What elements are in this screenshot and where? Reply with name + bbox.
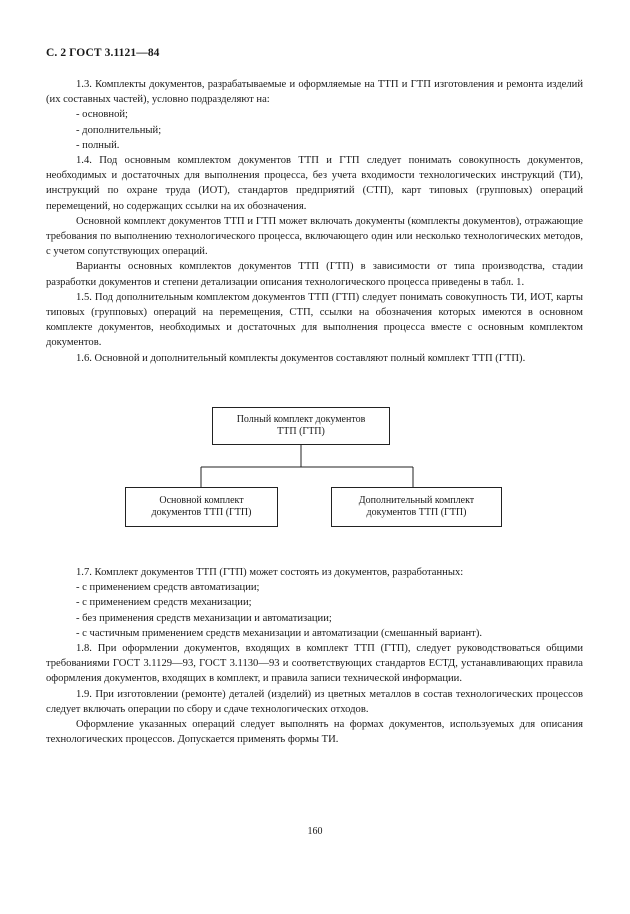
main-kit-box bbox=[125, 487, 278, 527]
page-number: 160 bbox=[307, 826, 323, 837]
main-kit-label-line2: документов ТТП (ГТП) bbox=[151, 507, 252, 518]
extra-kit-box bbox=[331, 487, 502, 527]
full-kit-label-line1: Полный комплект документов bbox=[236, 413, 366, 425]
list-item: - с частичным применением средств механизации и автоматизации (смешанный вариант). bbox=[76, 627, 482, 639]
list-item: - основной; bbox=[76, 109, 128, 121]
paragraph: 1.5. Под дополнительным комплектом документов ТТП (ГТП) следует понимать совокупность ТИ, ИОТ, карты типовых (групповых) операций на перемещения, СТП, ссылки на обозначения которых имеются в основном комплекте документов, необходимых и достаточных для выполнения процесса вместе с основным комплектом документов. bbox=[46, 291, 583, 349]
paragraph: 1.8. При оформлении документов, входящих в комплект ТТП (ГТП), следует руководствоваться общими требованиями ГОСТ 3.1129—93, ГОСТ 3.1130—93 и соответствующих стандартов ЕСТД, устанавливающих правила оформления документов, входящих в комплект, и правила записи технической информации. bbox=[46, 643, 583, 685]
list-item: - с применением средств автоматизации; bbox=[76, 582, 260, 594]
list-item: - дополнительный; bbox=[76, 124, 162, 136]
full-kit-box bbox=[212, 407, 390, 445]
paragraph: 1.6. Основной и дополнительный комплекты документов составляют полный комплект ТТП (ГТП). bbox=[76, 352, 526, 364]
full-kit-label-line2: ТТП (ГТП) bbox=[277, 426, 325, 437]
paragraph: 1.3. Комплекты документов, разрабатываемые и оформляемые на ТТП и ГТП изготовления и ремонта изделий (их составных частей), условно подразделяют на: bbox=[46, 79, 583, 106]
paragraph: 1.4. Под основным комплектом документов ТТП и ГТП следует понимать совокупность документов, необходимых и достаточных для выполнения процесса, без учета входимости технологических инструкций (ТИ), инструкций по охране труда (ИОТ), стандартов предприятий (СТП), карт типовых (групповых) операций перемещений, но содержащих ссылки на их обозначения. bbox=[46, 155, 583, 212]
paragraph: Варианты основных комплектов документов ТТП (ГТП) в зависимости от типа производства, стадии разработки документов и степени детализации описания технологического процесса приведены в табл. 1. bbox=[46, 261, 583, 288]
main-kit-label-line1: Основной комплект bbox=[159, 494, 244, 506]
list-item: - без применения средств механизации и автоматизации; bbox=[76, 612, 332, 624]
text-block-bottom bbox=[46, 565, 583, 747]
paragraph: 1.9. При изготовлении (ремонте) деталей (изделий) из цветных металлов в состав технологических процессов следует включать операции по сбору и сдаче технологических отходов. bbox=[46, 688, 583, 715]
page-header: С. 2 ГОСТ 3.1121—84 bbox=[46, 47, 160, 59]
extra-kit-label-line2: документов ТТП (ГТП) bbox=[366, 507, 467, 518]
paragraph: Основной комплект документов ТТП и ГТП может включать документы (комплекты документов), отражающие требования по выполнению технологического процесса, включающего один или несколько технологических методов, с учетом сопутствующих операций. bbox=[46, 215, 583, 258]
text-block-top bbox=[46, 77, 583, 366]
paragraph: Оформление указанных операций следует выполнять на формах документов, используемых для описания технологических процессов. Допускается применять формы ТИ. bbox=[46, 719, 583, 746]
list-item: - с применением средств механизации; bbox=[76, 597, 252, 609]
paragraph: 1.7. Комплект документов ТТП (ГТП) может состоять из документов, разработанных: bbox=[76, 567, 464, 578]
list-item: - полный. bbox=[76, 139, 120, 151]
extra-kit-label-line1: Дополнительный комплект bbox=[358, 494, 475, 506]
